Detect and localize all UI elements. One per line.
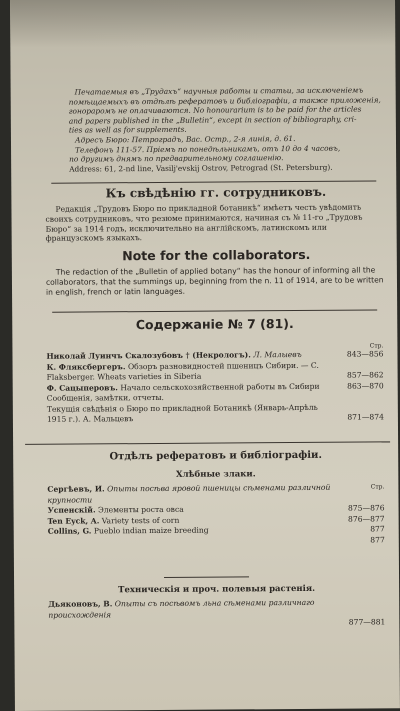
abstract-title: Элементы роста овса xyxy=(97,504,184,515)
abstracts-title: Отдѣлъ рефератовъ и библіографіи. xyxy=(109,449,322,463)
notice-en-text: The redaction of the „Bulletin of applied botany“ has the honour of informing all the collaborators, that the summings up, beginning from the n. 11 of 1914, are to be written in english, french or latin languages. xyxy=(45,265,384,297)
book-page xyxy=(10,0,400,711)
intro-notice xyxy=(69,85,383,174)
cereals-title: Хлѣбные злаки. xyxy=(175,469,256,480)
toc-pages: 857—862 xyxy=(346,369,384,380)
page-shadow xyxy=(10,0,395,48)
toc-pages: 863—870 xyxy=(347,380,384,391)
abstract-pages: 876—877 xyxy=(348,513,385,524)
toc-entry xyxy=(47,360,384,383)
intro-line: по другимъ днямъ по предварительному соглашенію. xyxy=(69,153,284,164)
intro-line: ties as well as for supplements. xyxy=(68,125,187,135)
abstracts-section xyxy=(47,449,385,548)
abstract-author: Ten Eyck, A. xyxy=(47,515,100,526)
toc-author: Ф. Сацыперовъ. xyxy=(46,382,118,393)
contents-list xyxy=(46,349,384,425)
abstract-author: Дьяконовъ, В. xyxy=(48,599,113,609)
abstract-author: Collins, G. xyxy=(47,526,92,536)
toc-title: Начало сельскохозяйственной работы въ Сибири xyxy=(120,381,320,392)
abstract-pages: 877 xyxy=(370,524,385,534)
abstract-pages: 877 xyxy=(370,534,385,544)
contents-section xyxy=(46,315,384,425)
intro-line: Address: 61, 2-nd line, Vasilj'evskij Ostrov, Petrograd (St. Petersburg). xyxy=(69,162,333,174)
technical-title: Техническія и проч. полевыя растенія. xyxy=(118,583,316,596)
intro-line: and papers published in the „Bulletin“, except in section of bibliography, cri- xyxy=(68,114,357,126)
toc-entry xyxy=(47,402,384,425)
cereals-list xyxy=(47,482,384,548)
divider xyxy=(25,441,390,445)
technical-list xyxy=(48,597,386,627)
technical-section xyxy=(48,583,386,627)
intro-line: Печатаемыя въ „Трудахъ“ научныя работы и статьи, за исключеніемъ xyxy=(74,85,364,97)
intro-line: Адресъ Бюро: Петроградъ, Вас. Остр., 2-я линія, д. 61. xyxy=(74,133,296,145)
abstract-entry xyxy=(47,482,384,505)
abstract-author: Успенскій. xyxy=(47,505,96,515)
notice-en xyxy=(46,246,387,297)
notice-ru-text: Редакція „Трудовъ Бюро по прикладной ботаникѣ“ имѣетъ честь увѣдомить своихъ сотрудниковъ, что резюме принимаются, начиная съ № 11-го „Трудовъ Бюро“ за 1914 годъ, исключительно на англійскомъ, латинскомъ или французскомъ языкахъ. xyxy=(45,202,363,244)
toc-title: Текущія свѣдѣнія о Бюро по прикладной Ботаникѣ (Январь-Апрѣль 1915 г.). А. Мальцевъ xyxy=(46,402,318,424)
abstract-pages: 877—881 xyxy=(348,617,386,627)
abstract-entry xyxy=(48,597,386,627)
toc-pages: 843—856 xyxy=(346,349,384,359)
abstract-author: Сергѣевъ, И. xyxy=(47,484,105,494)
page-column-label: Стр. xyxy=(370,483,385,491)
abstract-title: Pueblo indian maize breeding xyxy=(93,525,209,536)
abstract-pages: 875—876 xyxy=(347,503,385,513)
intro-line: гонораромъ не оплачиваются. No honourarium is to be paid for the articles xyxy=(68,104,362,116)
divider xyxy=(52,309,377,312)
toc-author: Николай Луинчъ Скалозубовъ † (Некрологъ). xyxy=(46,350,251,361)
abstract-title: Опыты посѣва яровой пшеницы сѣменами различной крупности xyxy=(47,482,331,505)
toc-pages: 871—874 xyxy=(347,411,384,422)
abstract-entry xyxy=(48,535,385,548)
divider xyxy=(51,180,376,183)
page-column-label: Стр. xyxy=(369,342,384,350)
abstract-title: Variety tests of corn xyxy=(101,515,180,525)
notice-en-title: Note for the collaborators. xyxy=(122,246,311,264)
toc-title: Л. Малыевъ xyxy=(253,349,302,360)
toc-title: Сообщенія, замѣтки, отчеты. xyxy=(46,392,164,403)
toc-author: К. Фляксбергеръ. xyxy=(46,361,126,372)
intro-line: Телефонъ 111-57. Пріемъ по понедѣльникамъ, отъ 10 до 4 часовъ, xyxy=(75,143,341,155)
notice-ru-title: Къ свѣдѣнію гг. сотрудниковъ. xyxy=(105,184,327,201)
notice-ru xyxy=(45,184,386,244)
contents-title: Содержаніе № 7 (81). xyxy=(135,316,294,333)
divider xyxy=(164,576,249,578)
toc-title: Обзоръ разновидностей пшеницъ Сибири. — C. Flaksberger. Wheats varieties in Siberia xyxy=(46,360,319,382)
intro-line: помѣщаемыхъ въ отдѣлѣ рефератовъ и библіографіи, а также приложенія, xyxy=(68,95,381,107)
abstract-title: Опыты съ посѣвомъ льна сѣменами различнаго происхожденія xyxy=(48,597,315,620)
